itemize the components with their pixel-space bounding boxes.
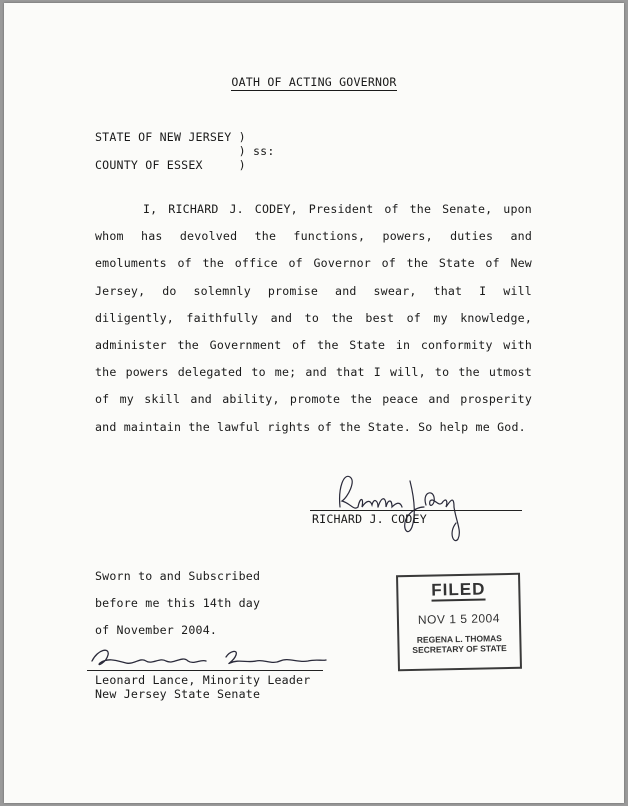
stamp-office: SECRETARY OF STATE	[412, 643, 507, 655]
venue-ss: ) ss:	[95, 144, 275, 158]
lance-signature-line	[87, 670, 323, 671]
venue-county: COUNTY OF ESSEX )	[95, 158, 246, 172]
stamp-official-name: REGENA L. THOMAS	[416, 633, 503, 645]
sworn-line-3: of November 2004.	[95, 623, 218, 638]
document-page	[4, 3, 624, 803]
sworn-line-1: Sworn to and Subscribed	[95, 569, 261, 583]
witness-block	[95, 673, 310, 701]
codey-signature-line	[310, 510, 522, 511]
venue-block	[95, 130, 275, 172]
signer-name: RICHARD J. CODEY	[312, 512, 427, 526]
lance-signature	[88, 643, 328, 673]
codey-signature	[330, 467, 480, 547]
sworn-line-2: before me this 14th day	[95, 596, 261, 611]
stamp-label: FILED	[431, 579, 486, 600]
venue-state: STATE OF NEW JERSEY )	[95, 130, 246, 144]
witness-name: Leonard Lance, Minority Leader	[95, 673, 311, 687]
stamp-official	[399, 633, 519, 656]
filed-stamp	[396, 573, 522, 672]
witness-title: New Jersey State Senate	[95, 687, 261, 701]
sworn-block	[95, 563, 260, 645]
stamp-date: NOV 1 5 2004	[417, 611, 501, 627]
oath-paragraph: I, RICHARD J. CODEY, President of the Senate, upon whom has devolved the functions, powers, duties and emoluments of the office of Governor of the State of New Jersey, do solemnly promise and swear, that I will diligently, faithfully and to the best of my knowledge, administer the Government of the State in conformity with the powers delegated to me; and that I will, to the utmost of my skill and ability, promote the peace and prosperity and maintain the lawful rights of the State. So help me God.	[95, 202, 532, 434]
document-title: OATH OF ACTING GOVERNOR	[231, 75, 397, 89]
